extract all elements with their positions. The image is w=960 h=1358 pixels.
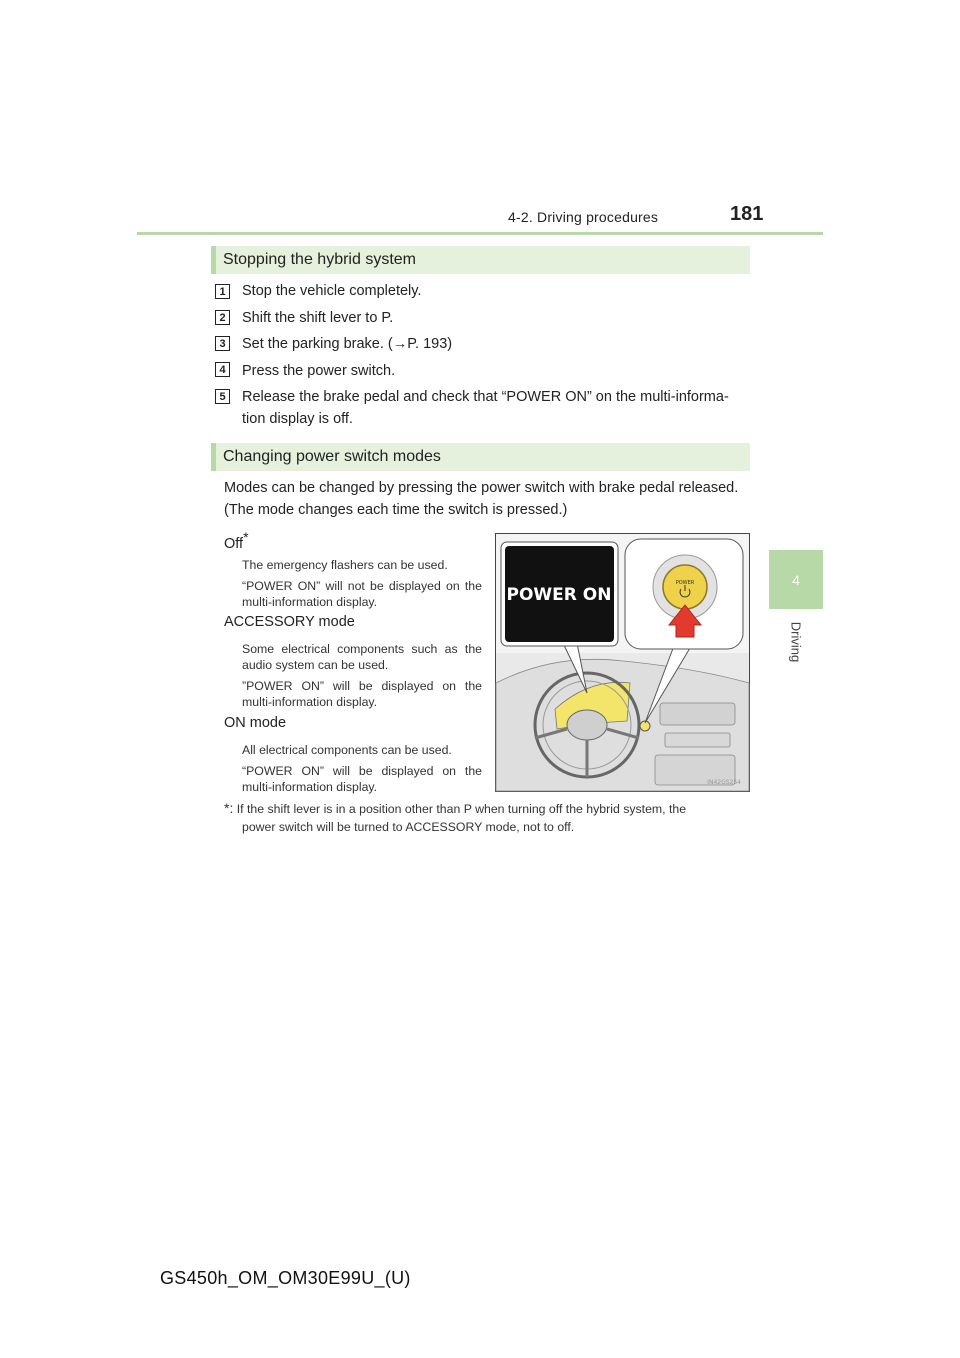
step-text-5-cont: tion display is off. bbox=[242, 411, 353, 427]
chapter-tab bbox=[769, 550, 823, 609]
figure-code: IN42GS254 bbox=[707, 779, 741, 786]
mode-off-desc-2: “POWER ON” will not be displayed on the multi-information display. bbox=[242, 579, 482, 609]
dashboard-illustration bbox=[495, 533, 750, 792]
intro-line-1: Modes can be changed by pressing the power switch with brake pedal released. bbox=[224, 480, 739, 496]
mode-name: Off bbox=[224, 535, 244, 552]
footnote-line-1 bbox=[224, 800, 686, 816]
section-title-modes bbox=[211, 443, 750, 471]
section-title-text: Stopping the hybrid system bbox=[223, 251, 416, 268]
power-switch-illustration bbox=[495, 533, 750, 792]
step-text-2: Shift the shift lever to P. bbox=[242, 310, 394, 326]
page-number: 181 bbox=[730, 203, 764, 225]
header-rule bbox=[137, 232, 823, 235]
mode-on-desc-1: All electrical components can be used. bbox=[242, 743, 452, 757]
step-number-2: 2 bbox=[215, 310, 230, 325]
mode-accessory-title: ACCESSORY mode bbox=[224, 614, 355, 630]
intro-line-2: (The mode changes each time the switch is pressed.) bbox=[224, 502, 568, 518]
mode-accessory-desc-2: ”POWER ON” will be displayed on the multi-information display. bbox=[242, 679, 482, 709]
model-code: GS450h_OM_OM30E99U_(U) bbox=[160, 1268, 411, 1288]
chapter-label-wrap bbox=[769, 612, 823, 672]
step-text-3: Set the parking brake. (→P. 193) bbox=[242, 336, 453, 352]
display-power-on-text: POWER ON bbox=[506, 585, 612, 605]
step-number-4: 4 bbox=[215, 362, 230, 377]
chapter-number: 4 bbox=[792, 571, 800, 588]
step-number-1: 1 bbox=[215, 284, 230, 299]
section-title-text: Changing power switch modes bbox=[223, 448, 441, 465]
mode-on-desc-2: “POWER ON” will be displayed on the multi-information display. bbox=[242, 764, 482, 794]
mode-off-title bbox=[224, 529, 249, 552]
mode-on-title: ON mode bbox=[224, 715, 287, 731]
step-text-5: Release the brake pedal and check that “POWER ON” on the multi-informa- bbox=[242, 389, 729, 405]
step-number-3: 3 bbox=[215, 336, 230, 351]
section-title-stopping bbox=[211, 246, 750, 274]
footnote-line-2: power switch will be turned to ACCESSORY mode, not to off. bbox=[242, 820, 575, 834]
step-number-5: 5 bbox=[215, 389, 230, 404]
footnote-text-1: If the shift lever is in a position other than P when turning off the hybrid system, the bbox=[236, 802, 687, 816]
mode-accessory-desc-1: Some electrical components such as the audio system can be used. bbox=[242, 642, 482, 672]
footnote-mark: *: bbox=[224, 800, 234, 816]
section-header: 4-2. Driving procedures bbox=[508, 209, 659, 225]
switch-power-text: POWER bbox=[675, 580, 695, 586]
footnote-marker: * bbox=[243, 529, 249, 545]
mode-off-desc-1: The emergency flashers can be used. bbox=[242, 558, 448, 572]
step-text-1: Stop the vehicle completely. bbox=[242, 283, 422, 299]
step-text-4: Press the power switch. bbox=[242, 363, 396, 379]
chapter-label: Driving bbox=[788, 621, 804, 663]
